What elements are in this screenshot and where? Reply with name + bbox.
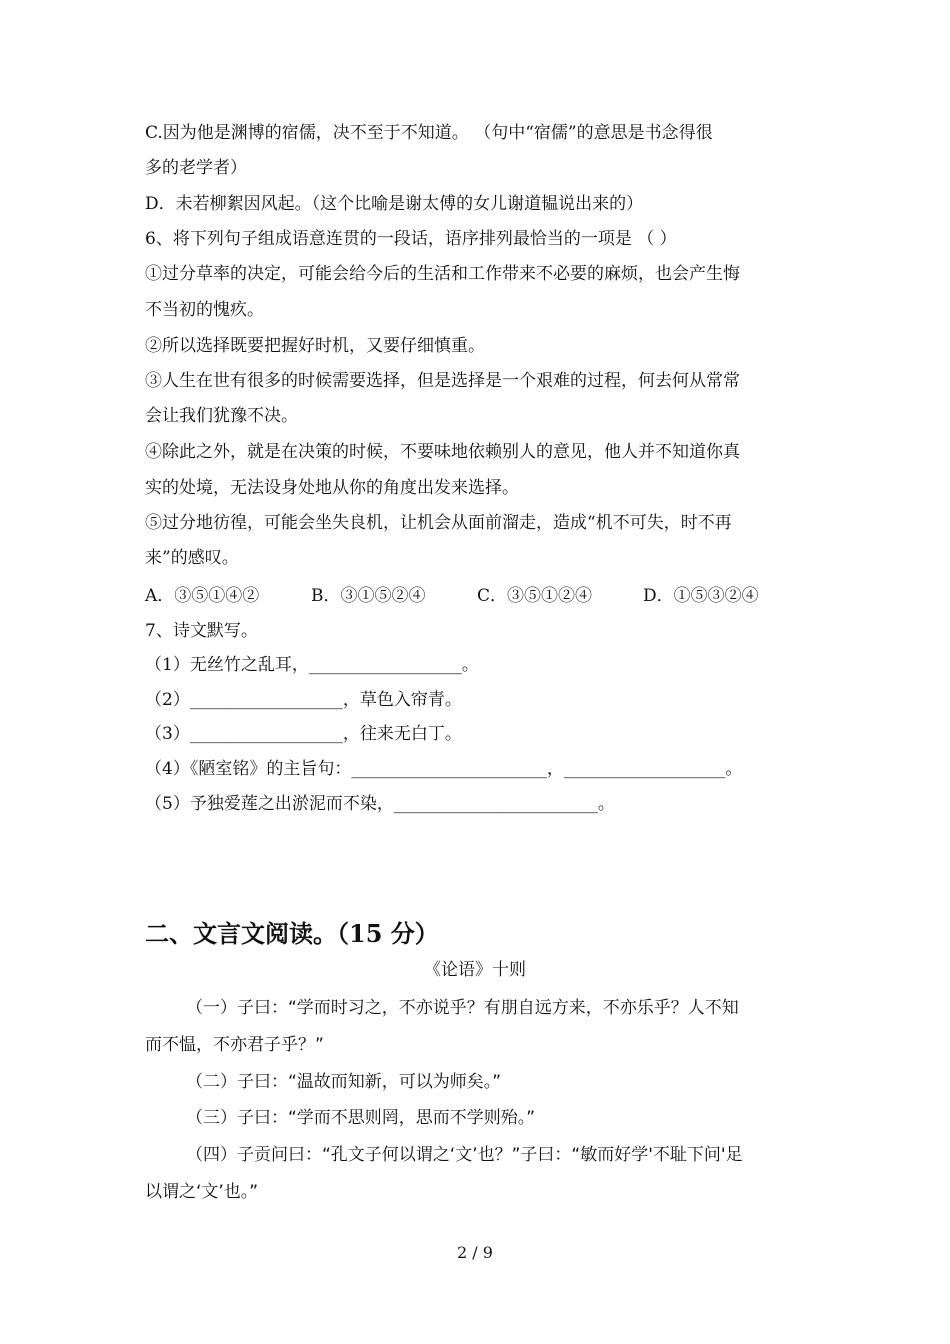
q7-stem: 7、诗文默写。 [145,621,258,641]
q6-option-d: D．①⑤③②④ [643,586,759,606]
q6-options [145,584,759,608]
section-2-title: 二、文言文阅读。（15 分） [145,919,439,948]
q7-item-2: （2）__________________，草色入帘青。 [145,690,462,710]
q6-sentence-3-line2: 会让我们犹豫不决。 [145,406,298,426]
q6-sentence-1-line2: 不当初的愧疚。 [145,300,264,320]
q7-item-3: （3）__________________，往来无白丁。 [145,724,462,744]
reading-para-1-line1: （一）子曰：“学而时习之，不亦说乎？有朋自远方来，不亦乐乎？人不知 [186,998,739,1018]
q6-option-a: A．③⑤①④② [145,586,260,606]
q6-sentence-3-line1: ③人生在世有很多的时候需要选择，但是选择是一个艰难的过程，何去何从常常 [145,371,740,391]
q5-option-d: D．未若柳絮因风起。（这个比喻是谢太傅的女儿谢道韫说出来的） [145,194,644,214]
reading-para-3: （三）子曰：“学而不思则罔，思而不学则殆。” [186,1108,536,1128]
q6-sentence-1-line1: ①过分草率的决定，可能会给今后的生活和工作带来不必要的麻烦，也会产生悔 [145,264,740,284]
q6-sentence-5-line1: ⑤过分地彷徨，可能会坐失良机，让机会从面前溜走，造成“机不可失，时不再 [145,513,732,533]
reading-para-2: （二）子曰：“温故而知新，可以为师矣。” [186,1072,502,1092]
q5-option-c-line2: 多的老学者） [145,158,247,178]
q5-option-c-line1: C.因为他是渊博的宿儒，决不至于不知道。 （句中“宿儒”的意思是书念得很 [145,123,713,143]
page-number: 2 / 9 [457,1243,493,1262]
q6-option-b: B．③①⑤②④ [311,586,426,606]
q6-sentence-4-line2: 实的处境，无法设身处地从你的角度出发来选择。 [145,478,519,498]
q7-item-1: （1）无丝竹之乱耳，__________________。 [145,655,479,675]
reading-para-4-line1: （四）子贡问曰：“孔文子何以谓之‘文’也？”子曰：“敏而好学'不耻下问'足 [186,1145,743,1165]
q6-option-c: C．③⑤①②④ [477,586,593,606]
q6-sentence-2: ②所以选择既要把握好时机，又要仔细慎重。 [145,336,485,356]
reading-para-1-line2: 而不愠，不亦君子乎？” [145,1035,324,1055]
reading-para-4-line2: 以谓之‘文’也。” [145,1182,259,1202]
q6-sentence-4-line1: ④除此之外，就是在决策的时候，不要味地依赖别人的意见，他人并不知道你真 [145,442,740,462]
reading-title: 《论语》十则 [424,960,526,980]
q6-sentence-5-line2: 来”的感叹。 [145,548,239,568]
q6-stem: 6、将下列句子组成语意连贯的一段话，语序排列最恰当的一项是 （ ） [145,229,677,249]
q7-item-4: （4）《陋室铭》的主旨句：_______________________，___________________。 [145,759,743,779]
q7-item-5: （5）予独爱莲之出淤泥而不染，________________________。 [145,794,615,814]
